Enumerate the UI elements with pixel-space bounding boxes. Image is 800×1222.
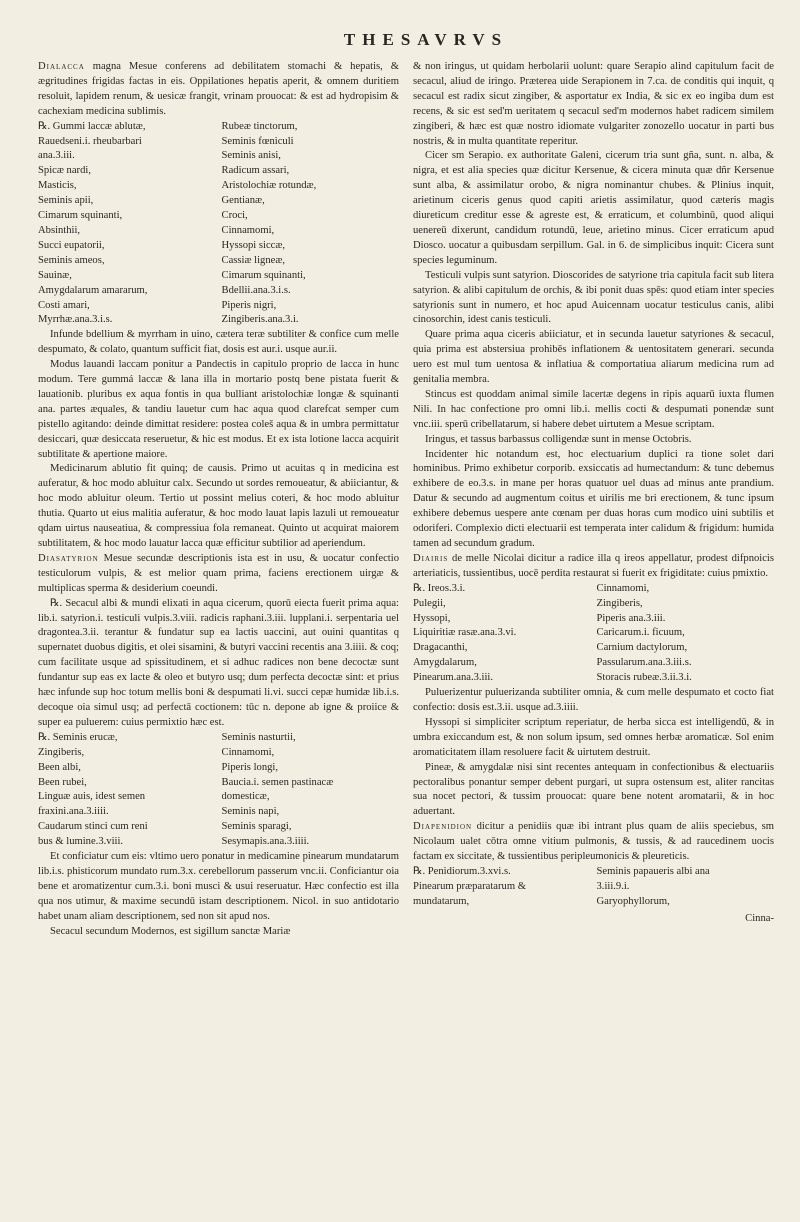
recipe-ingredient: Carnium dactylorum, — [596, 642, 688, 654]
paragraph-iringus: & non iringus, ut quidam herbolarii uolunt: quare Serapio alind capitulum facit de secacul, aliud de iringo. Præterea uide Serapionem in 7.ca. de conditis qui inquit, q secacul est radix sicut zingiber, & asportatur ex India, & sic ex eo ingiba dum est recens, & sic est sed'm ueritatem q secacul sed'm modernos habet radicem similem zingiberi, & hæc est quæ nostro idiomate vulgariter zonozello uocatur in parti bus nostris, & in multa quantitate reperitur. — [413, 61, 774, 147]
recipe-ingredient: Cinnamomi, — [221, 746, 275, 758]
recipe-ingredient: fraxini.ana.3.iiii. — [38, 806, 109, 818]
recipe-list-diapenidion — [413, 865, 774, 910]
recipe-ingredient: Sesymapis.ana.3.iiii. — [221, 836, 310, 848]
entry-lead-diapenidion: Diapenidion — [413, 821, 473, 833]
recipe-ingredient: Been rubei, — [38, 776, 87, 788]
recipe-ingredient: Been albi, — [38, 761, 81, 773]
paragraph-secacul-recipe: ℞. Secacul albi & mundi elixati in aqua cicerum, quorū eiecta fuerit prima aqua: lib.i. satyrion.i. testiculi vulpis.3.viii. radicis raphani.3.iii. lupplani.i. serpentaria uel dragontea.3.ii. terantur & fundatur sup ea lactis uaccini, aut ouini quantitas q supernatet duobus digitis, et olei sisamini, & butyri vaccini recentis ana 3.iiii. & coq; cum facilitate usque ad spissitudinem, et si adhuc radices non bene decoctæ sunt fundantur sup eas ex lacte & oleo et butyro usq; dum perfecta decoctæ sint: et prius hæc infunde sup hoc totum mellis boni & despumati li.vi. succi cepæ humidæ lib.i.s. decoque oia simul usq; ad perfectā coctionem: tūc n. depone ab igne & proiice & super ea puluerem: cuius permixtio hæc est. — [38, 597, 399, 728]
recipe-ingredient: Cimarum squinanti, — [221, 269, 306, 281]
entry-lead-diairis: Diairis — [413, 552, 449, 564]
recipe-list-dialacca — [38, 120, 399, 329]
paragraph-hyssopi: Hyssopi si simpliciter scriptum reperiatur, de herba sicca est intelligendū, & in umbra exiccandum est, & non solum ipsum, sed omnes herbæ aromaticæ. Sol enim aromaticitatem illam resoluere facit & uirtutem destruit. — [413, 716, 774, 758]
left-column — [38, 60, 399, 939]
paragraph-iringus-octobris: Iringus, et tassus barbassus colligendæ sunt in mense Octobris. — [425, 433, 692, 445]
paragraph-puluerizentur: Puluerizentur puluerizanda subtiliter omnia, & cum melle despumato et cocto fiat confectio: dosis est.3.ii. usque ad.3.iiii. — [413, 687, 774, 713]
running-head: THESAVRVS — [343, 30, 509, 49]
recipe-ingredient: Dragacanthi, — [413, 642, 468, 654]
paragraph-stincus: Stincus est quoddam animal simile lacertæ degens in ripis aquarū iuxta flumen Nili. In hac confectione pro omni lib.i. mellis cocti & despumati ponendæ sunt vnc.iii. sperū cribellatarum, si habere debet uirtutem a Mesue scriptam. — [413, 388, 774, 430]
recipe-ingredient: domesticæ, — [221, 791, 270, 803]
recipe-ingredient: Rauedseni.i. rheubarbari — [38, 135, 142, 147]
recipe-ingredient: Cinnamomi, — [596, 582, 650, 594]
recipe-ingredient: Piperis longi, — [221, 761, 279, 773]
recipe-ingredient: Piperis ana.3.iii. — [596, 612, 666, 624]
entry-lead-dialacca: Dialacca — [38, 61, 85, 72]
recipe-ingredient: Storacis rubeæ.3.ii.3.i. — [596, 672, 692, 684]
recipe-ingredient: Aristolochiæ rotundæ, — [221, 180, 317, 192]
recipe-ingredient: Caricarum.i. ficuum, — [596, 627, 685, 639]
paragraph-infunde: Infunde bdellium & myrrham in uino, cætera teræ subtiliter & confice cum melle despumato, & colato, quantum sufficit fiat, dosis est aur.i. usque aur.ii. — [38, 329, 399, 356]
recipe-ingredient: Pulegii, — [413, 597, 446, 609]
recipe-ingredient: Seminis napi, — [221, 806, 280, 818]
recipe-ingredient: Baucia.i. semen pastinacæ — [221, 776, 334, 788]
recipe-ingredient: Myrrhæ.ana.3.i.s. — [38, 314, 113, 326]
paragraph-quare-prima: Quare prima aqua ciceris abiiciatur, et in secunda lauetur satyriones & secacul, quia prima est abstersiua prohibēs inflationem & uentositatem generari. secunda uero est mul tum uentosa & inflatiua & comportatiua aliarum medicina rum ad genitalia membra. — [413, 329, 774, 386]
paragraph-pineae: Pineæ, & amygdalæ nisi sint recentes antequam in confectionibus & electuariis pectoralibus ponantur semper debent purgari, ut supra ostensum est, aliter rancitas sua nocet pectori, & tussim prouocat: quare bene notent aromatarii, & in hoc aduertant. — [413, 761, 774, 818]
recipe-ingredient: Sauinæ, — [38, 269, 72, 281]
recipe-ingredient: Pinearum præparatarum & — [413, 880, 526, 892]
recipe-ingredient: Masticis, — [38, 180, 77, 192]
paragraph-diapenidion: Diapenidion dicitur a penidiis quæ ibi intrant plus quam de aliis speciebus, sm Nicolaum ualet cōtra omne vitium pulmonis, & tussis, & ad raucedinem uocis factam ex siccitate, & tussientibus peripleumonicis & pleureticis. — [413, 821, 774, 863]
paragraph-conficiatur: Et conficiatur cum eis: vltimo uero ponatur in medicamine pinearum mundatarum lib.i.s. phisticorum mundato rum.3.x. cerebellorum passerum vnc.ii. Conficiantur oia bene et aromatizentur cum.3.i. boni musci & usui reseruatur. Hæc confectio est illa qua nos utimur, & maxime secundū istam descriptionem. Nicol. in suo antidotario habet unam aliam descriptionem, sed non sit apud nos. — [38, 851, 399, 922]
recipe-ingredient: Seminis papaueris albi ana — [596, 865, 710, 877]
recipe-ingredient: Hyssopi, — [413, 612, 451, 624]
entry-lead-diasatyrion: Diasatyrion — [38, 552, 99, 564]
recipe-ingredient: Garyophyllorum, — [596, 895, 670, 907]
recipe-ingredient: Seminis nasturtii, — [221, 731, 296, 743]
recipe-ingredient: Rubeæ tinctorum, — [221, 120, 298, 132]
recipe-ingredient: 3.iii.9.i. — [596, 880, 630, 892]
recipe-ingredient: Seminis apii, — [38, 195, 94, 207]
recipe-ingredient: Passularum.ana.3.iii.s. — [596, 657, 692, 669]
recipe-ingredient: mundatarum, — [413, 895, 470, 907]
recipe-ingredient: Liquiritiæ rasæ.ana.3.vi. — [413, 627, 517, 639]
recipe-ingredient: Piperis nigri, — [221, 299, 277, 311]
recipe-ingredient: Amygdalarum, — [413, 657, 477, 669]
recipe-ingredient: Caudarum stinci cum reni — [38, 821, 148, 833]
recipe-ingredient: Seminis fœniculi — [221, 135, 294, 147]
recipe-ingredient: ℞. Gummi laccæ ablutæ, — [38, 120, 146, 132]
catchword: Cinna- — [745, 912, 774, 924]
recipe-ingredient: Radicum assari, — [221, 165, 290, 177]
recipe-ingredient: Cinnamomi, — [221, 224, 275, 236]
paragraph-incidenter: Incidenter hic notandum est, hoc electuarium duplici ra tione solet dari hominibus. Primo exhibetur corporib. exsiccatis ad humectandum: & tunc debemus exhibere de eo.3.s. in mane per horas quatuor uel duas ad minus ante prandium. Datur & secundo ad augmentum coitus et uirilis me bri erectionem, & tunc ipsum exhibere debemus uesperе ante cœnam per duas horas cum modico uini subtilis et odoriferi. Complexio dicti electuarii est temperata inter calidum & frigidum: humida tamen ad secundum gradum. — [413, 448, 774, 549]
two-column-body — [38, 60, 774, 939]
recipe-ingredient: ℞. Seminis erucæ, — [38, 731, 118, 743]
recipe-ingredient: Zingiberis.ana.3.i. — [221, 314, 299, 326]
right-column — [413, 60, 774, 939]
recipe-ingredient: Cimarum squinanti, — [38, 210, 123, 222]
recipe-ingredient: Succi eupatorii, — [38, 239, 105, 251]
recipe-ingredient: Zingiberis, — [38, 746, 85, 758]
paragraph-dialacca: Dialacca magna Mesue conferens ad debilitatem stomachi & hepatis, & ægritudines frigidas factas in eis. Oppilationes hepatis aperit, & omnem duritiem resoluit, lapidem renum, & uesicæ frangit, vrinam prouocat: & est ad hydropisim & cachexiam medicina sublimis. — [38, 61, 399, 117]
paragraph-secacul-moderni: Secacul secundum Modernos, est sigillum sanctæ Mariæ — [50, 925, 291, 937]
recipe-ingredient: Gentianæ, — [221, 195, 265, 207]
recipe-ingredient: Bdellii.ana.3.i.s. — [221, 284, 291, 296]
paragraph-cicer: Cicer sm Serapio. ex authoritate Galeni, cicerum tria sunt gña, sunt. n. alba, & nigra, et est alia species quæ dicitur Kersenue, & cicera minuta quæ dñr Kersenue sunt alba, & assimilatur orobo, & nigra nominantur chubes. & Plinius inquit, arietinum ciceris genus quod capiti arietis assimilatur, quod cæteris magis diureticum creditur esse & agreste est, & erraticum, et columbinū, quod aliqui uenereū dixerunt, candidum rotundū, leue, arietino minus. Cicer erraticum apud Diosco. uocatur a quibusdam serpillum. Gal. in 6. de simplicibus inquit: Cicera sunt species leguminum. — [413, 150, 774, 266]
recipe-ingredient: Linguæ auis, idest semen — [38, 791, 146, 803]
recipe-list-diasatyrion — [38, 731, 399, 850]
recipe-ingredient: Spicæ nardi, — [38, 165, 91, 177]
recipe-ingredient: Absinthii, — [38, 224, 81, 236]
recipe-ingredient: Hyssopi siccæ, — [221, 239, 286, 251]
recipe-ingredient: Croci, — [221, 210, 248, 222]
recipe-list-diairis — [413, 582, 774, 686]
recipe-ingredient: Seminis ameos, — [38, 254, 105, 266]
paragraph-modus-lauandi: Modus lauandi laccam ponitur a Pandectis in capitulo proprio de lacca in hunc modum. Tere gummá laccæ & lana illa in mortario postq bene pistata fuerit & lauationib. pluribus ex aqua fontis in qua bulliant aristolochiæ longæ & squinanti ana. partes æquales, & tandiu lauetur cum hac aqua quod clarefcat semper cum pistello agitando: deinde dimittat residere: postea coleš aqua & in umbra permittatur desiccari, quæ desiccata reseruetur, & hic est modus. Et ex ista lotione lacca acquirit subtilitate & apertione maiore. — [38, 359, 399, 460]
recipe-ingredient: Pinearum.ana.3.iii. — [413, 672, 494, 684]
recipe-ingredient: ℞. Penidiorum.3.xvi.s. — [413, 865, 511, 877]
paragraph-diairis: Diairis de melle Nicolai dicitur a radice illa q ireos appellatur, prodest difpnoicis arteriaticis, tussientibus, uocē perdita restaurat si fuerit ex frigiditate: cuius pmixtio. — [413, 552, 774, 579]
recipe-ingredient: Zingiberis, — [596, 597, 643, 609]
paragraph-diasatyrion: Diasatyrion Mesue secundæ descriptionis ista est in usu, & uocatur confectio testiculorum vulpis, & est melior quam prima, faciens erectionem uirgæ & multiplicas sperma & desiderium coeundi. — [38, 552, 399, 594]
recipe-ingredient: ana.3.iii. — [38, 150, 75, 162]
recipe-ingredient: ℞. Ireos.3.i. — [413, 582, 466, 594]
recipe-ingredient: Seminis anisi, — [221, 150, 281, 162]
recipe-ingredient: Costi amari, — [38, 299, 90, 311]
recipe-ingredient: Cassiæ ligneæ, — [221, 254, 286, 266]
recipe-ingredient: Seminis sparagi, — [221, 821, 292, 833]
paragraph-testiculi: Testiculi vulpis sunt satyrion. Dioscorides de satyrione tria capitula facit sub litera satyrion. & alibi capitulum de orchis, & ibi ponit duas spēs: quod etiam inter species satyrionis sunt in numero, et hoc apud Auicennam uocatur testiculus canis, alibi cinosorchin, idest canis testiculi. — [413, 269, 774, 326]
paragraph-ablutio: Medicinarum ablutio fit quinq; de causis. Primo ut acuitas q in medicina est auferatur, & hoc modo abluitur calx. Secundo ut sordes remoueatur, & abiiciantur, & hoc modo abluitur oleum. Tertio ut possint melius coteri, & hoc modo abluitur thutia. Quarto ut eius malitia auferatur, & hoc modo lauat lapis lazuli ut remoueatur qdam uirtus nauseatiua, & compressiua fola remaneat. Quinto ut acquirat maiorem subtilitatem, & hoc modo lauatur lacca quæ efficitur subtilior ad aperiendum. — [38, 463, 399, 549]
recipe-ingredient: bus & lumine.3.viii. — [38, 836, 124, 848]
recipe-ingredient: Amygdalarum amararum, — [38, 284, 148, 296]
